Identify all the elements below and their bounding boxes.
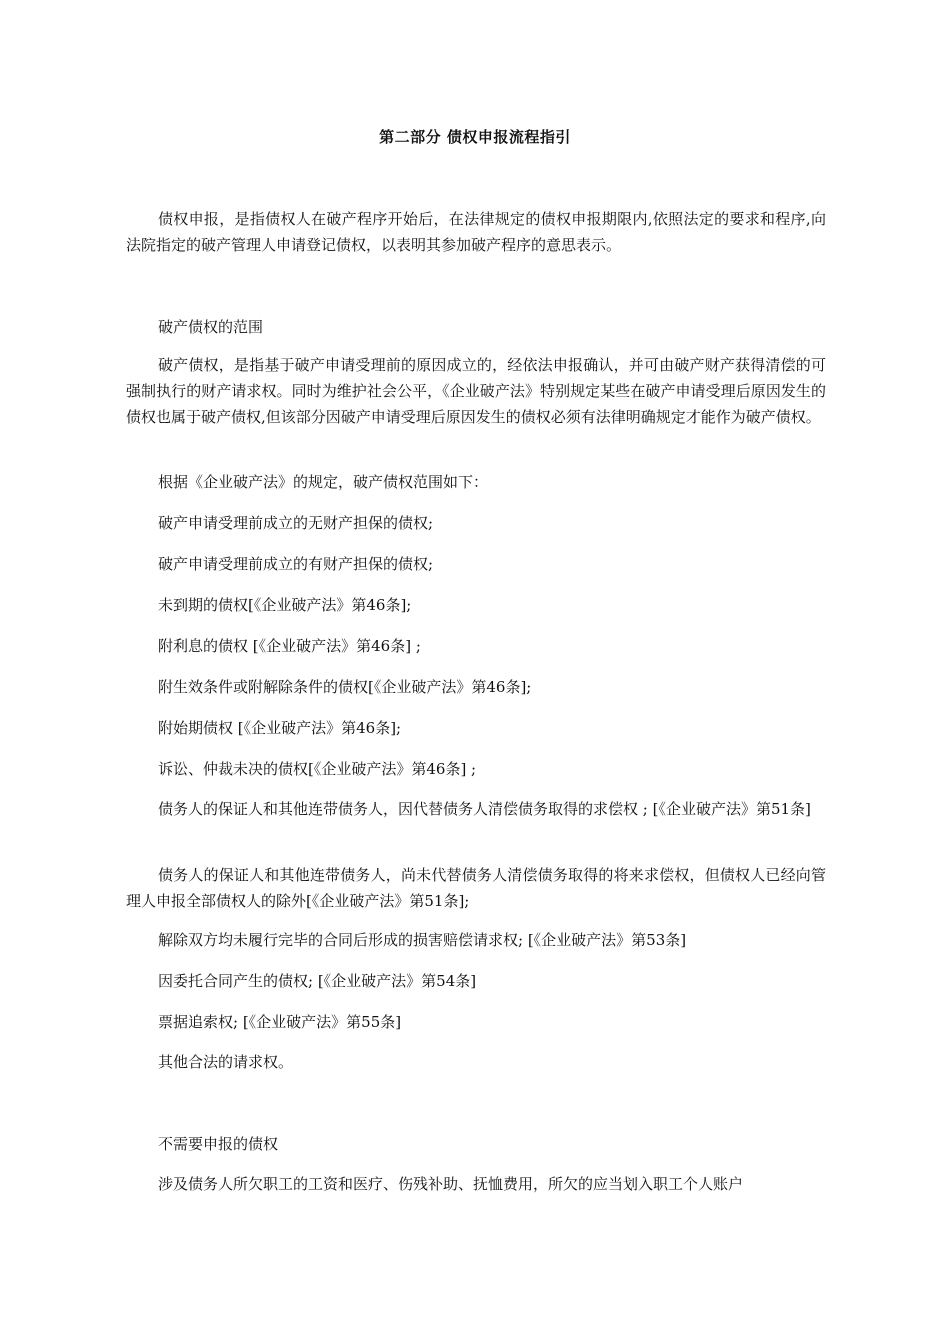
claim-list-item: 因委托合同产生的债权; [《企业破产法》第54条] [158,972,477,990]
claim-list-item: 附始期债权 [《企业破产法》第46条]; [158,719,402,737]
no-declaration-paragraph: 涉及债务人所欠职工的工资和医疗、伤残补助、抚恤费用，所欠的应当划入职工个人账户 [158,1175,744,1193]
claim-definition-paragraph: 破产债权，是指基于破产申请受理前的原因成立的，经依法申报确认，并可由破产财产获得清偿的可强制执行的财产请求权。同时为维护社会公平，《企业破产法》特别规定某些在破产申请受理后原因发生的债权也属于破产债权,但该部分因破产申请受理后原因发生的债权必须有法律明确规定才能作为破产债权。 [126,356,826,426]
claim-list-item: 债务人的保证人和其他连带债务人，尚未代替债务人清偿债务取得的将来求偿权，但债权人已经向管理人申报全部债权人的除外[《企业破产法》第51条]; [126,866,826,910]
claim-list-item: 破产申请受理前成立的无财产担保的债权; [158,514,434,532]
claim-list-item: 其他合法的请求权。 [158,1053,294,1071]
claim-list-item: 附利息的债权 [《企业破产法》第46条] ; [158,637,421,655]
document-title: 第二部分 债权申报流程指引 [379,128,571,146]
section-heading-no-declaration: 不需要申报的债权 [158,1135,279,1153]
claim-list-item: 诉讼、仲裁未决的债权[《企业破产法》第46条] ; [158,760,477,778]
claim-scope-intro: 根据《企业破产法》的规定，破产债权范围如下： [158,473,489,491]
claim-list-item: 解除双方均未履行完毕的合同后形成的损害赔偿请求权; [《企业破产法》第53条] [158,931,687,949]
section-heading-claim-scope: 破产债权的范围 [158,318,264,336]
intro-paragraph: 债权申报，是指债权人在破产程序开始后，在法律规定的债权申报期限内,依照法定的要求和程序,向法院指定的破产管理人申请登记债权，以表明其参加破产程序的意思表示。 [126,210,826,254]
claim-list-item: 破产申请受理前成立的有财产担保的债权; [158,555,434,573]
claim-list-item: 附生效条件或附解除条件的债权[《企业破产法》第46条]; [158,678,532,696]
claim-list-item: 未到期的债权[《企业破产法》第46条]; [158,596,412,614]
claim-list-item: 票据追索权; [《企业破产法》第55条] [158,1013,402,1031]
claim-list-item: 债务人的保证人和其他连带债务人，因代替债务人清偿债务取得的求偿权 ; [《企业破产法》第51条] [158,800,811,818]
